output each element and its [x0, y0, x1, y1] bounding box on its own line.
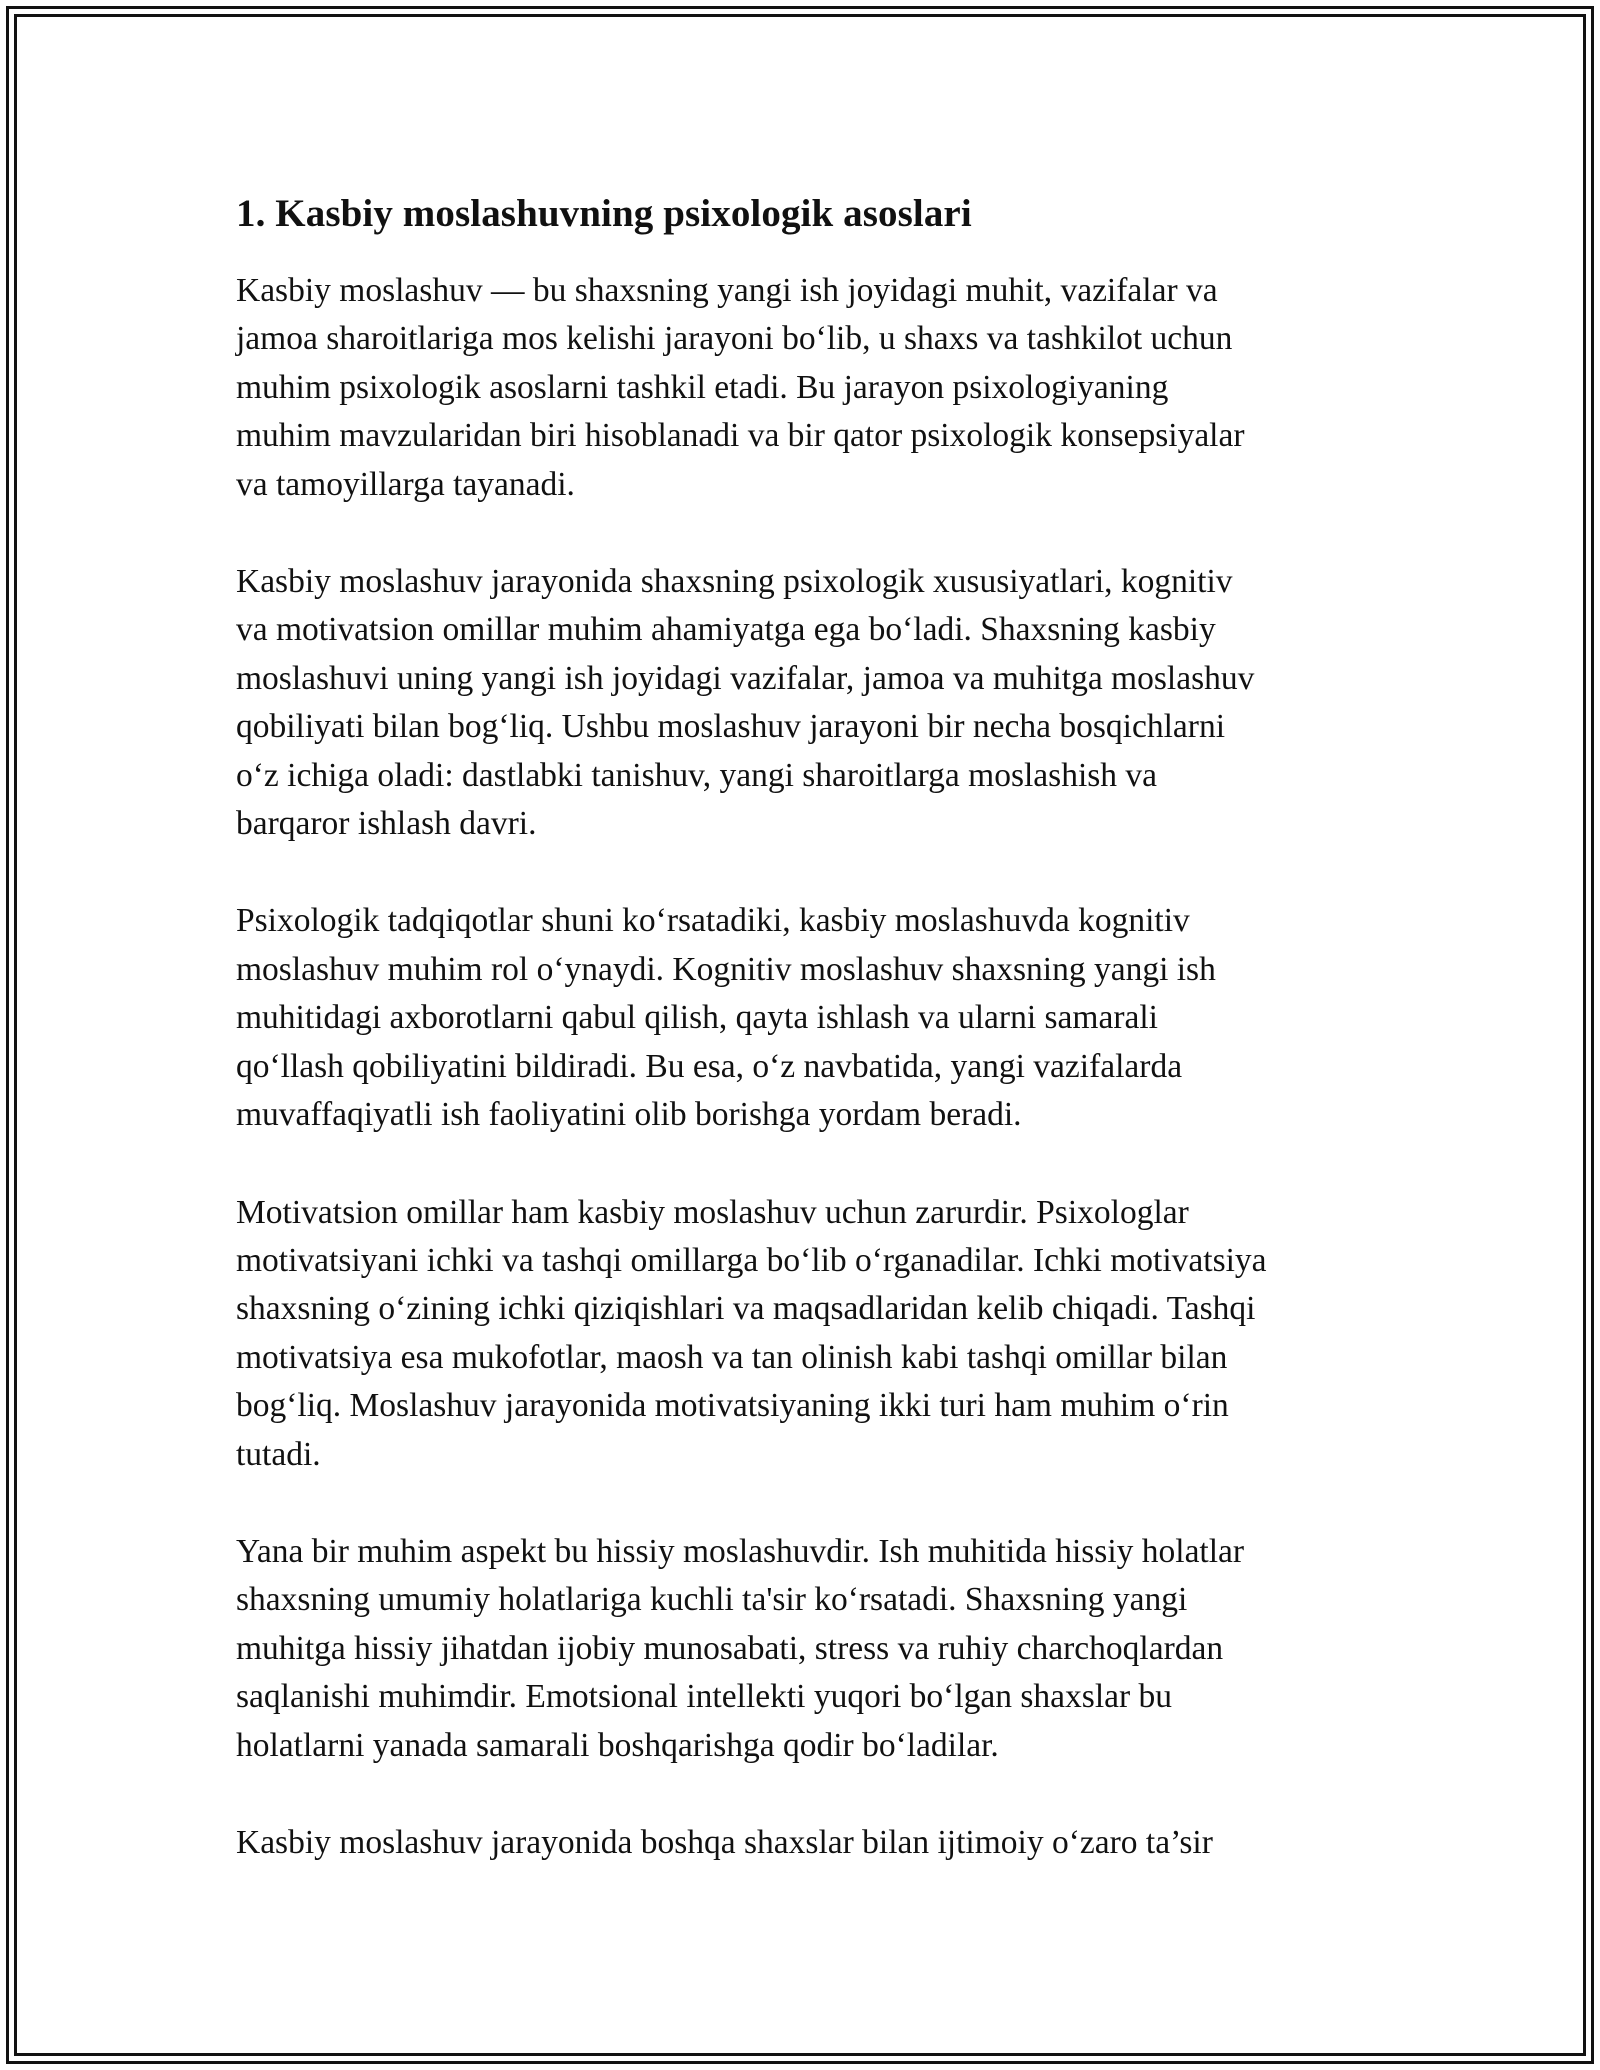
- text-line: Motivatsion omillar ham kasbiy moslashuv uchun zarurdir. Psixologlar: [236, 1193, 1189, 1231]
- text-line: o‘z ichiga oladi: dastlabki tanishuv, yangi sharoitlarga moslashish va: [236, 756, 1158, 794]
- text-line: shaxsning o‘zining ichki qiziqishlari va maqsadlaridan kelib chiqadi. Tashqi: [236, 1290, 1256, 1328]
- text-line: shaxsning umumiy holatlariga kuchli ta'sir ko‘rsatadi. Shaxsning yangi: [236, 1581, 1188, 1619]
- paragraph-intro: [236, 267, 1376, 509]
- paragraph-cognitive-adaptation: [236, 897, 1376, 1139]
- text-line: Kasbiy moslashuv jarayonida boshqa shaxslar bilan ijtimoiy o‘zaro ta’sir: [236, 1823, 1213, 1861]
- text-line: muhitidagi axborotlarni qabul qilish, qayta ishlash va ularni samarali: [236, 999, 1158, 1037]
- text-line: Psixologik tadqiqotlar shuni ko‘rsatadiki, kasbiy moslashuvda kognitiv: [236, 902, 1190, 940]
- paragraph-emotional-adaptation: [236, 1528, 1376, 1770]
- text-line: barqaror ishlash davri.: [236, 805, 537, 843]
- paragraph-social-interaction: [236, 1819, 1376, 1867]
- text-line: tutadi.: [236, 1435, 321, 1473]
- document-body: [236, 188, 1376, 1916]
- text-line: muhitga hissiy jihatdan ijobiy munosabati, stress va ruhiy charchoqlardan: [236, 1629, 1224, 1667]
- text-line: motivatsiya esa mukofotlar, maosh va tan olinish kabi tashqi omillar bilan: [236, 1338, 1228, 1376]
- text-line: holatlarni yanada samarali boshqarishga qodir bo‘ladilar.: [236, 1726, 999, 1764]
- text-line: bog‘liq. Moslashuv jarayonida motivatsiyaning ikki turi ham muhim o‘rin: [236, 1387, 1229, 1425]
- paragraph-psychological-factors: [236, 558, 1376, 848]
- section-title: 1. Kasbiy moslashuvning psixologik asoslari: [236, 192, 972, 235]
- paragraph-motivation: [236, 1189, 1376, 1479]
- text-line: va motivatsion omillar muhim ahamiyatga ega bo‘ladi. Shaxsning kasbiy: [236, 611, 1216, 649]
- text-line: Kasbiy moslashuv jarayonida shaxsning psixologik xususiyatlari, kognitiv: [236, 563, 1233, 601]
- text-line: moslashuvi uning yangi ish joyidagi vazifalar, jamoa va muhitga moslashuv: [236, 659, 1255, 697]
- text-line: jamoa sharoitlariga mos kelishi jarayoni bo‘lib, u shaxs va tashkilot uchun: [236, 320, 1233, 358]
- text-line: Kasbiy moslashuv — bu shaxsning yangi ish joyidagi muhit, vazifalar va: [236, 272, 1218, 309]
- text-line: muvaffaqiyatli ish faoliyatini olib borishga yordam beradi.: [236, 1096, 1022, 1134]
- text-line: moslashuv muhim rol o‘ynaydi. Kognitiv moslashuv shaxsning yangi ish: [236, 950, 1216, 988]
- text-line: Yana bir muhim aspekt bu hissiy moslashuvdir. Ish muhitida hissiy holatlar: [236, 1532, 1245, 1570]
- text-line: va tamoyillarga tayanadi.: [236, 465, 575, 503]
- text-line: motivatsiyani ichki va tashqi omillarga bo‘lib o‘rganadilar. Ichki motivatsiya: [236, 1241, 1267, 1279]
- text-line: saqlanishi muhimdir. Emotsional intellekti yuqori bo‘lgan shaxslar bu: [236, 1678, 1173, 1716]
- text-line: muhim mavzularidan biri hisoblanadi va bir qator psixologik konsepsiyalar: [236, 417, 1245, 455]
- text-line: qo‘llash qobiliyatini bildiradi. Bu esa, o‘z navbatida, yangi vazifalarda: [236, 1047, 1183, 1085]
- text-line: qobiliyati bilan bog‘liq. Ushbu moslashuv jarayoni bir necha bosqichlarni: [236, 708, 1226, 746]
- text-line: muhim psixologik asoslarni tashkil etadi. Bu jarayon psixologiyaning: [236, 368, 1169, 406]
